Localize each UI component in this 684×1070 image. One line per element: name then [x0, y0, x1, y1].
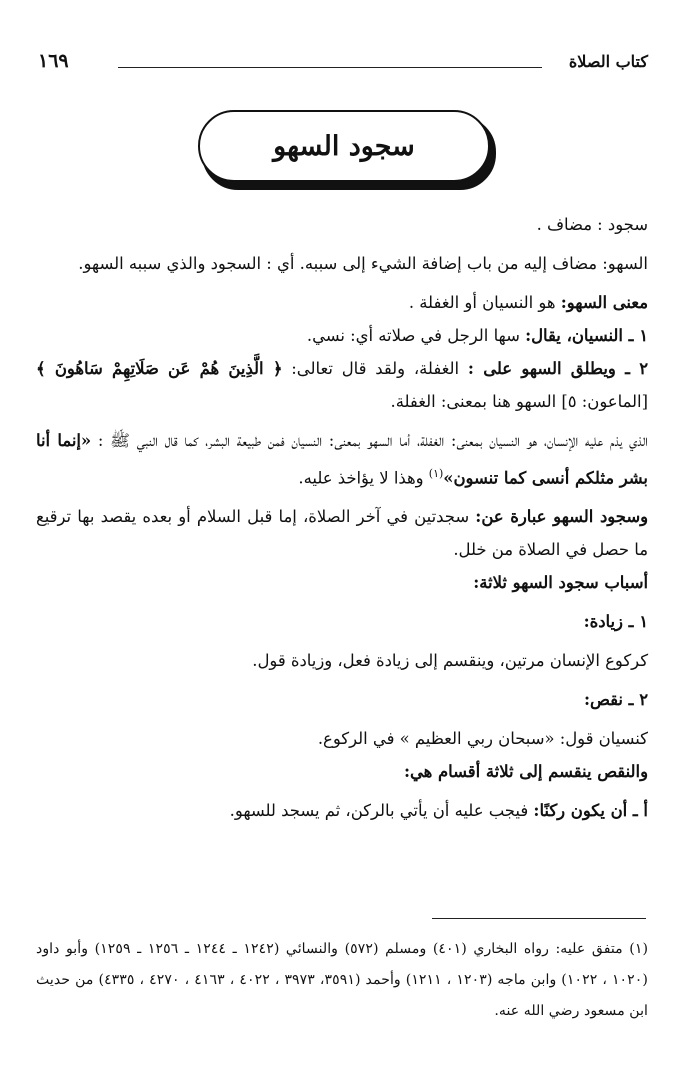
book-title: كتاب الصلاة — [568, 52, 648, 71]
paragraph-pillar-label: أ ـ أن يكون ركنًا: — [533, 801, 648, 821]
chapter-title: سجود السهو — [273, 130, 415, 162]
paragraph-6-text-b: وهذا لا يؤاخذ عليه. — [298, 468, 429, 488]
body-text — [36, 208, 648, 827]
footnote-rule — [432, 918, 646, 919]
hadith-quote: «إنما أنا بشر مثلكم أنسى كما تنسون» — [36, 431, 648, 488]
footnote-marker: (١) — [428, 467, 444, 480]
title-box — [198, 110, 490, 182]
subheading-increase: ١ ـ زيادة: — [583, 612, 648, 632]
paragraph-4-text: سها الرجل في صلاته أي: نسي. — [306, 326, 526, 345]
paragraph-pillar — [36, 794, 648, 827]
paragraph-7 — [36, 500, 648, 566]
paragraph-decrease-types: والنقص ينقسم إلى ثلاثة أقسام هي: — [403, 762, 648, 782]
paragraph-5 — [36, 352, 648, 418]
paragraph-increase: كركوع الإنسان مرتين، وينقسم إلى زيادة فعل، وزيادة قول. — [252, 651, 648, 671]
paragraph-5-label: ٢ ـ ويطلق السهو على : — [467, 359, 649, 378]
quran-verse: ﴿ الَّذِينَ هُمْ عَن صَلَاتِهِمْ سَاهُونَ ﴾ — [36, 359, 283, 378]
paragraph-7-text: سجدتين في آخر الصلاة، إما قبل السلام أو بعده يقصد بها ترقيع ما حصل في الصلاة من خلل. — [36, 507, 648, 560]
paragraph-3-text: هو النسيان أو الغفلة . — [408, 293, 561, 312]
paragraph-3-label: معنى السهو: — [560, 293, 648, 312]
paragraph-6 — [36, 424, 648, 494]
paragraph-1: سجود : مضاف . — [536, 215, 648, 234]
paragraph-2: السهو: مضاف إليه من باب إضافة الشيء إلى سببه. أي : السجود والذي سببه السهو. — [78, 254, 648, 273]
page-number: ١٦٩ — [38, 50, 69, 72]
paragraph-4 — [36, 319, 648, 352]
paragraph-4-label: ١ ـ النسيان، يقال: — [525, 326, 648, 345]
paragraph-6-text-a: الذي يذم عليه الإنسان، هو النسيان بمعنى: الغفلة، أما السهو بمعنى: النسيان فمن طبيعة البشر، كما قال النبي ﷺ : — [91, 431, 649, 450]
header-rule — [118, 67, 542, 68]
footnote: (١) متفق عليه: رواه البخاري (٤٠١) ومسلم (٥٧٢) والنسائي (١٢٤٢ ـ ١٢٤٤ ـ ١٢٥٦ ـ ١٢٥٩) وأبو داود (١٠٢٠ ، ١٠٢٢) وابن ماجه (١٢٠٣ ، ١٢١١) وأحمد (٣٥٩١، ٣٩٧٣ ، ٤٠٢٢ ، ٤١٦٣ ، ٤٢٧٠ ، ٤٣٣٥) من حديث ابن مسعود رضي الله عنه. — [36, 941, 649, 1019]
chapter-title-frame — [198, 110, 498, 192]
paragraph-pillar-text: فيجب عليه أن يأتي بالركن، ثم يسجد للسهو. — [229, 801, 534, 821]
paragraph-5-text: الغفلة، ولقد قال تعالى: — [282, 359, 468, 378]
subheading-decrease: ٢ ـ نقص: — [583, 690, 648, 710]
verse-reference: [الماعون: ٥] السهو هنا بمعنى: الغفلة. — [390, 392, 648, 411]
paragraph-3 — [36, 286, 648, 319]
paragraph-7-label: وسجود السهو عبارة عن: — [475, 507, 648, 527]
paragraph-decrease: كنسيان قول: «سبحان ربي العظيم » في الركوع. — [317, 729, 648, 749]
running-header — [30, 50, 648, 80]
causes-heading: أسباب سجود السهو ثلاثة: — [473, 573, 648, 593]
